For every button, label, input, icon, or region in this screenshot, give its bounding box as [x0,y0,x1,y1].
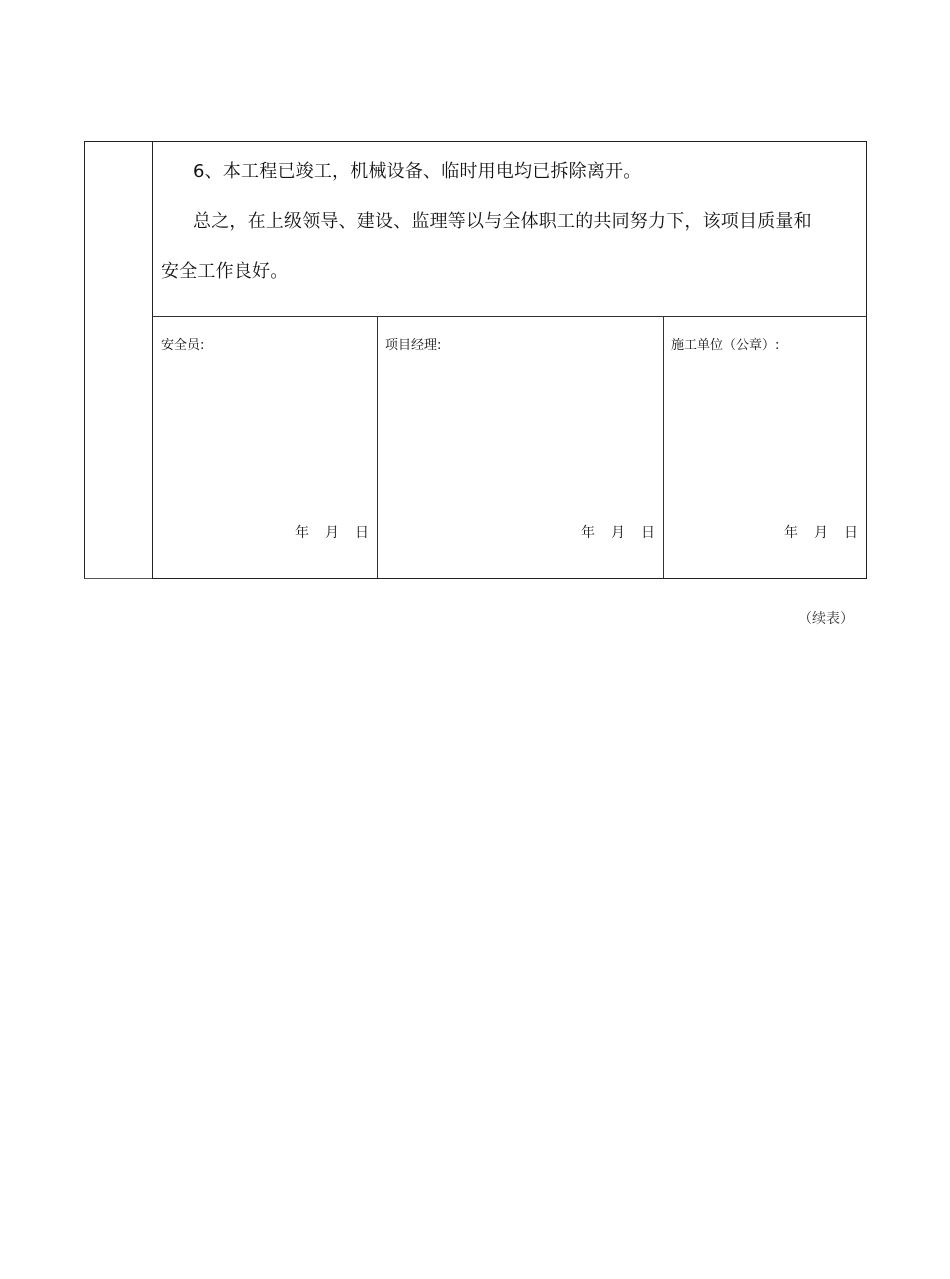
date-day: 日 [355,525,369,541]
signature-date [581,522,655,542]
summary-line-1: 6、本工程已竣工，机械设备、临时用电均已拆除离开。 [193,161,642,182]
signature-label: 项目经理: [385,338,442,353]
signature-cell-project-manager [377,316,664,578]
form-table [84,141,866,579]
date-year: 年 [295,525,309,541]
continued-note: （续表） [798,611,854,627]
signature-date [295,522,369,542]
summary-content [153,142,866,317]
signature-label: 施工单位（公章）: [671,338,780,353]
date-month: 月 [814,525,828,541]
summary-line-2: 总之，在上级领导、建设、监理等以与全体职工的共同努力下，该项目质量和 [193,211,812,232]
date-month: 月 [611,525,625,541]
date-month: 月 [325,525,339,541]
signature-date [784,522,858,542]
signature-cell-safety-officer [153,316,378,578]
main-content-box [152,141,867,579]
signature-cell-construction-unit [663,316,866,578]
summary-line-3: 安全工作良好。 [161,261,289,282]
signature-row [153,316,866,578]
signature-label: 安全员: [161,338,205,353]
date-year: 年 [581,525,595,541]
date-day: 日 [641,525,655,541]
date-year: 年 [784,525,798,541]
date-day: 日 [844,525,858,541]
left-label-column [84,141,153,579]
